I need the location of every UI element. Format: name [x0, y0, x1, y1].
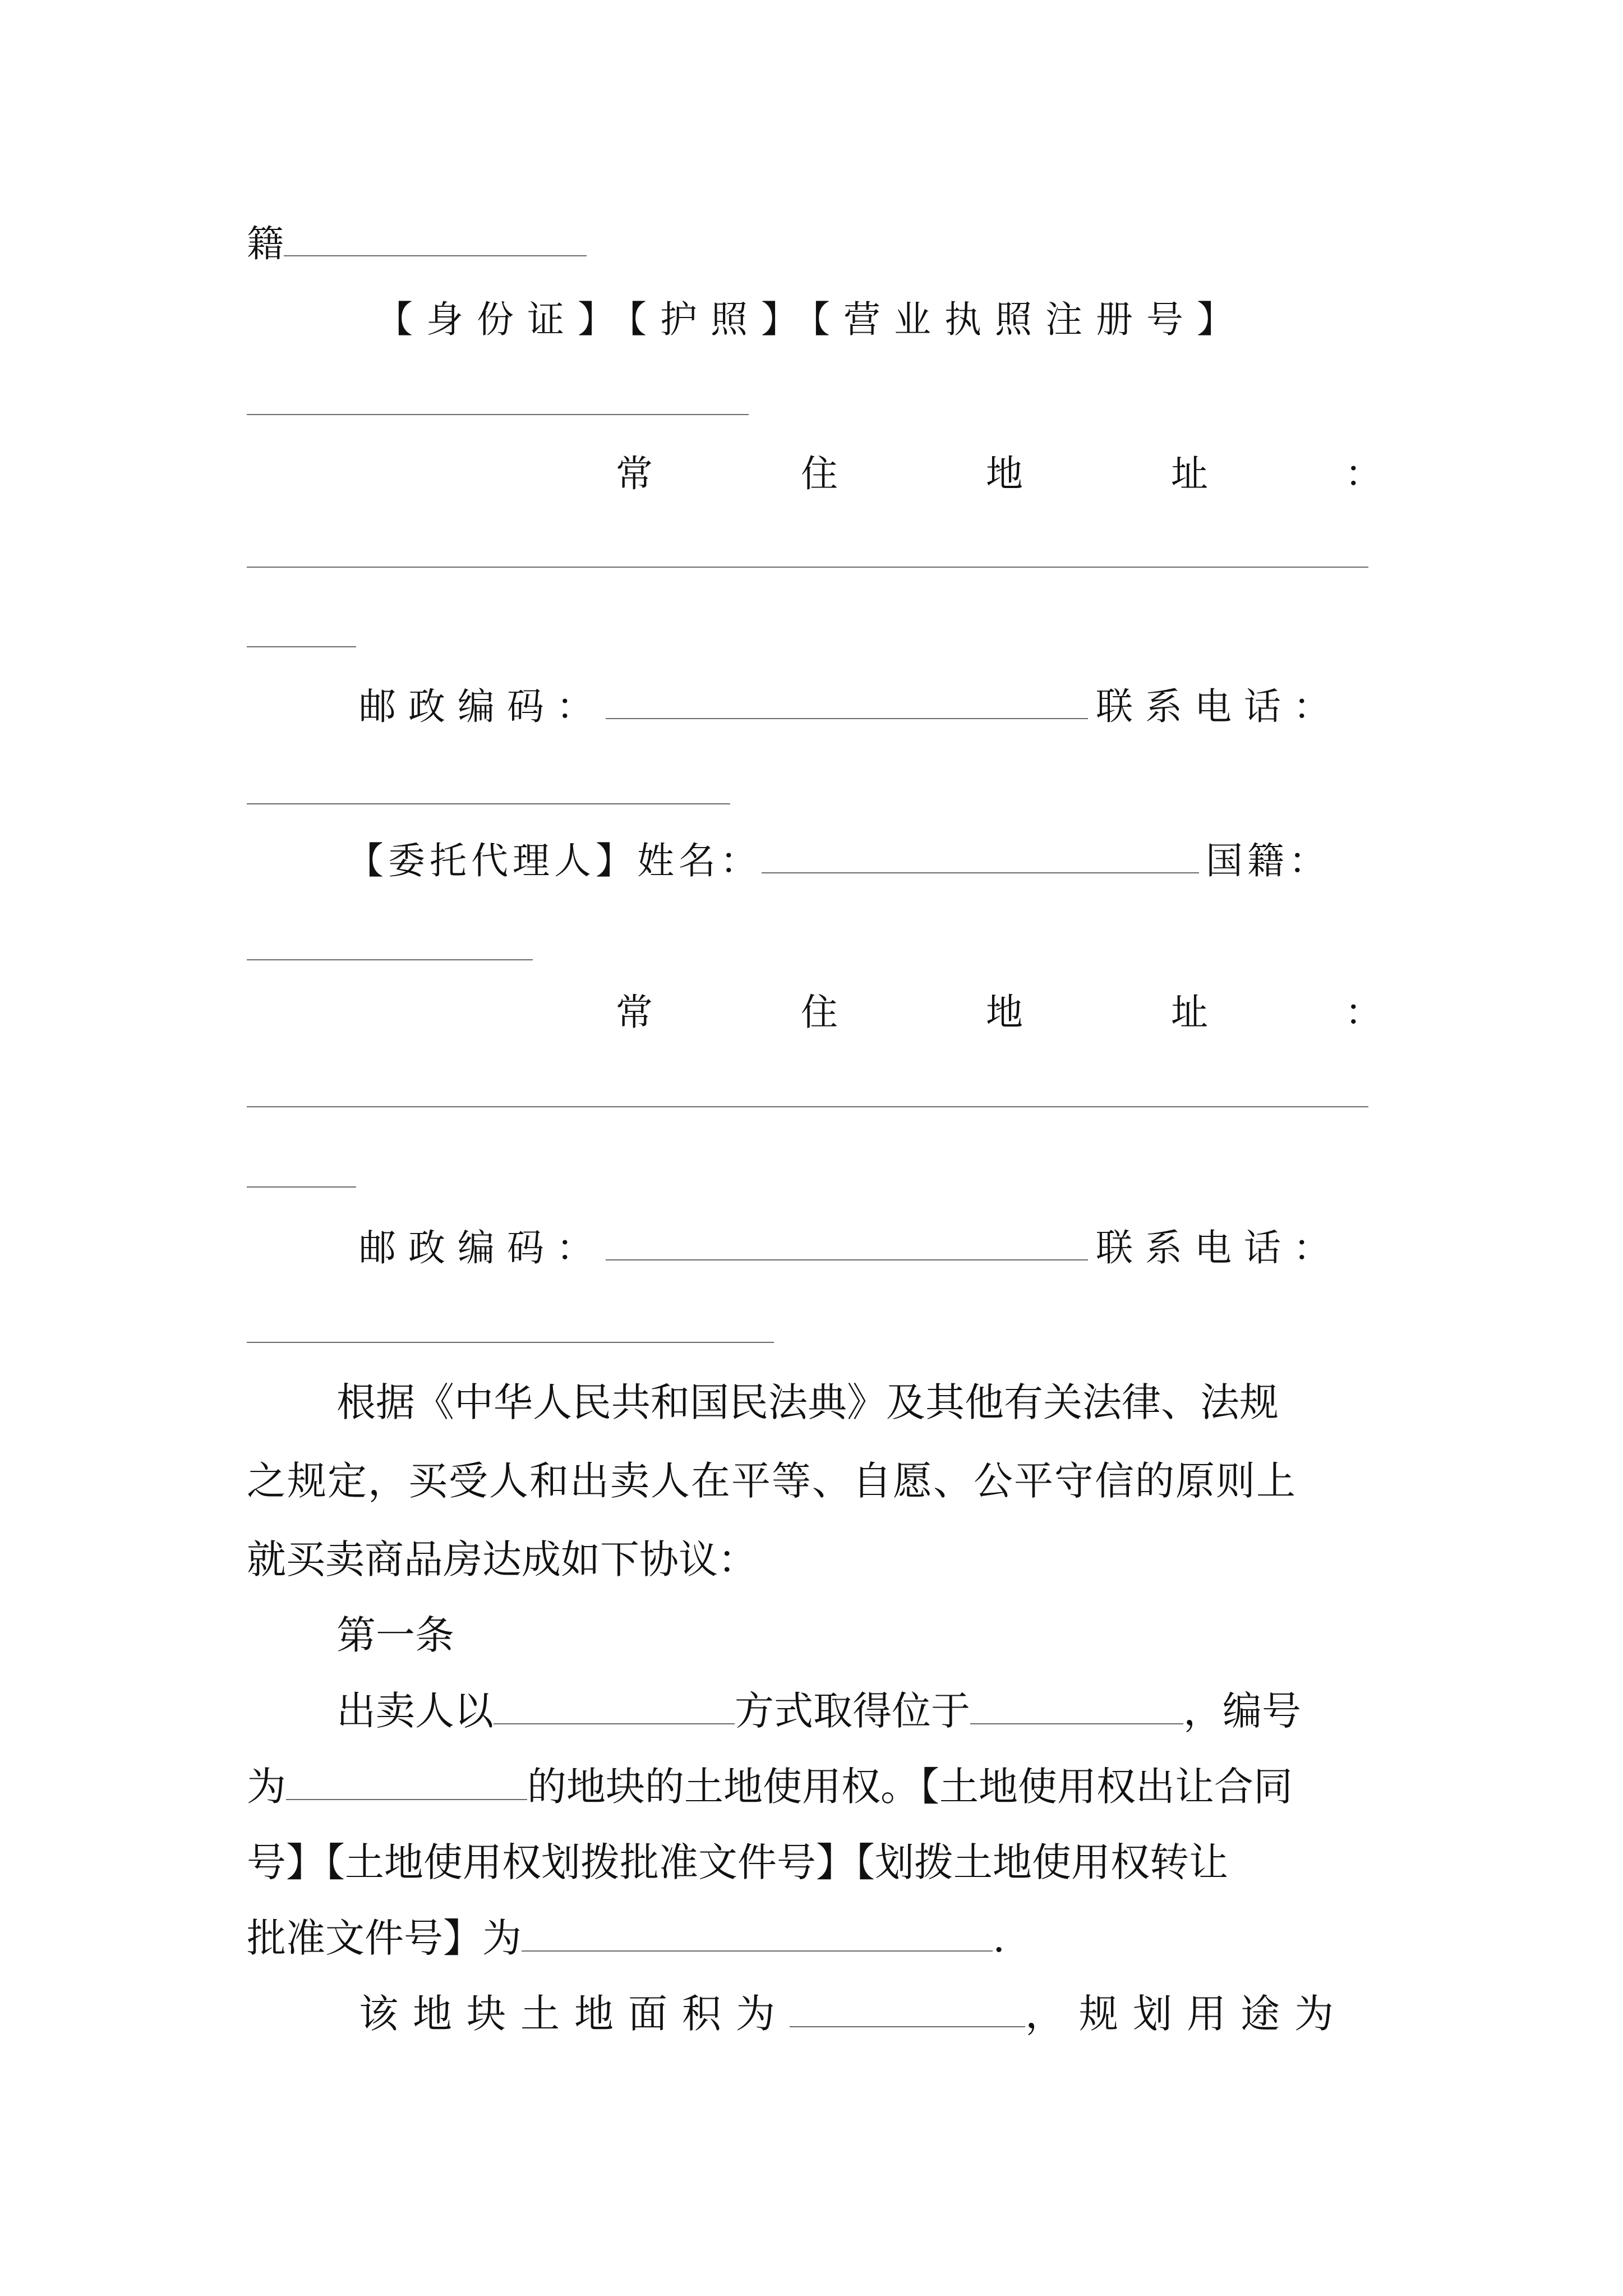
agent-name-line	[347, 839, 1330, 884]
period-mark: .	[993, 1915, 1006, 1961]
serial-is-text: 为	[247, 1764, 286, 1810]
agent-nationality-blank[interactable]	[247, 959, 533, 960]
addr-char-4: 址	[1171, 452, 1208, 495]
agent-addr-char-1: 常	[616, 991, 653, 1034]
preamble-line-2	[247, 1439, 1391, 1523]
serial-prefix: ，编号	[1183, 1688, 1301, 1734]
parcel-number-blank[interactable]	[286, 1765, 527, 1800]
seller-phone-blank[interactable]	[247, 803, 730, 804]
agent-name-label: 姓名：	[637, 839, 762, 882]
agent-nationality-label: 国籍：	[1206, 839, 1330, 882]
preamble-line-1	[336, 1360, 1391, 1444]
addr-char-2: 住	[801, 452, 838, 495]
article-1-title	[336, 1593, 1481, 1677]
article-1-line-3	[247, 1820, 1391, 1904]
agent-addr-char-4: 址	[1171, 991, 1208, 1034]
preamble-text-1: 根据《中华人民共和国民法典》及其他有关法律、法规	[336, 1379, 1279, 1425]
agent-addr-char-3: 地	[986, 991, 1023, 1034]
approval-doc-blank[interactable]	[522, 1917, 993, 1952]
location-blank[interactable]	[970, 1690, 1183, 1724]
agent-postcode-blank[interactable]	[606, 1226, 1088, 1260]
seller-postcode-blank[interactable]	[606, 684, 1088, 719]
preamble-line-3	[247, 1517, 1391, 1602]
agent-heading: 【委托代理人】	[347, 839, 637, 882]
located-at-text: 方式取得位于	[735, 1688, 970, 1734]
acquire-prefix: 出卖人以	[336, 1688, 494, 1734]
agent-postcode-label: 邮政编码：	[359, 1226, 606, 1269]
seller-postcode-label: 邮政编码：	[359, 685, 606, 728]
agent-name-blank[interactable]	[762, 839, 1199, 873]
seller-address-blank[interactable]	[247, 567, 1368, 568]
preamble-text-3: 就买卖商品房达成如下协议：	[247, 1536, 757, 1582]
approval-doc-text: 号】【土地使用权划拨批准文件号】【划拨土地使用权转让	[247, 1839, 1228, 1885]
seller-address-blank-cont[interactable]	[247, 646, 356, 647]
nationality-tail-text: 籍	[247, 222, 284, 265]
addr-char-5: ：	[1345, 452, 1382, 495]
seller-postcode-line	[359, 684, 1343, 729]
acquire-method-blank[interactable]	[494, 1690, 735, 1724]
land-area-blank[interactable]	[790, 1993, 1025, 2027]
seller-phone-label: 联系电话：	[1096, 685, 1343, 728]
addr-char-1: 常	[616, 452, 653, 495]
nationality-tail-line	[247, 222, 587, 266]
agent-addr-char-2: 住	[801, 991, 838, 1034]
id-types-text: 【身份证】【护照】【营业执照注册号】	[376, 298, 1247, 341]
agent-address-blank-cont[interactable]	[247, 1186, 356, 1188]
approval-doc-prefix: 批准文件号】为	[247, 1915, 522, 1961]
planned-use-prefix: ，规划用途为	[1025, 1991, 1348, 2037]
id-number-blank[interactable]	[247, 414, 749, 415]
article-1-line-1	[336, 1669, 1391, 1753]
article-1-line-5	[359, 1972, 1391, 2056]
land-area-prefix: 该地块土地面积为	[359, 1991, 790, 2037]
nationality-blank[interactable]	[284, 222, 587, 256]
land-use-right-text: 的地块的土地使用权。【土地使用权出让合同	[527, 1764, 1293, 1810]
article-1-line-4	[247, 1896, 1391, 1980]
agent-postcode-line	[359, 1226, 1343, 1271]
id-types-line	[376, 297, 1247, 342]
addr-char-3: 地	[986, 452, 1023, 495]
article-1-title-text: 第一条	[336, 1612, 454, 1658]
agent-addr-char-5: ：	[1345, 991, 1382, 1034]
agent-phone-blank[interactable]	[247, 1342, 774, 1343]
article-1-line-2	[247, 1745, 1391, 1829]
agent-phone-label: 联系电话：	[1096, 1226, 1343, 1269]
preamble-text-2: 之规定，买受人和出卖人在平等、自愿、公平守信的原则上	[247, 1458, 1297, 1504]
agent-address-blank[interactable]	[247, 1106, 1368, 1107]
